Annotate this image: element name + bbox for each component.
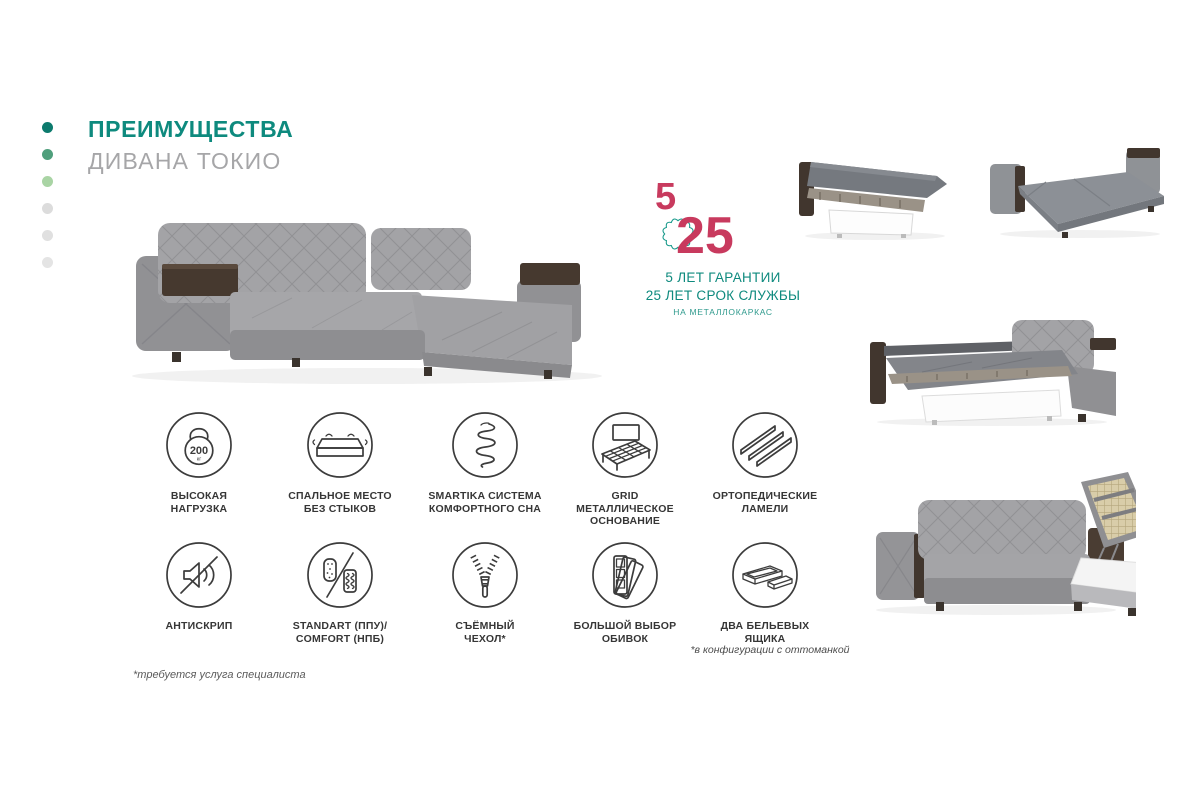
photo-corner-unfolding — [862, 316, 1117, 428]
kettlebell-icon — [164, 410, 234, 480]
feature-label: ОРТОПЕДИЧЕСКИЕ ЛАМЕЛИ — [712, 490, 818, 515]
service-years: 25 — [676, 207, 734, 265]
kettlebell-weight-value: 200 — [189, 445, 209, 457]
feature-label: SMARTIKA СИСТЕМА КОМФОРТНОГО СНА — [428, 490, 542, 515]
page-header — [88, 116, 293, 175]
warranty-captions — [628, 270, 818, 317]
feature-smartika — [410, 410, 560, 515]
metal-base-icon — [590, 410, 660, 480]
kettlebell-weight-unit: кг — [196, 456, 202, 463]
decor-dot-3 — [42, 176, 53, 187]
foam-types-icon — [305, 540, 375, 610]
footnote-specialist: *требуется услуга специалиста — [133, 669, 306, 681]
feature-label: GRID МЕТАЛЛИЧЕСКОЕ ОСНОВАНИЕ — [576, 490, 674, 527]
feature-upholstery-choice — [550, 540, 700, 645]
upholstery-icon — [590, 540, 660, 610]
photo-main-sofa — [112, 200, 617, 390]
feature-label: СЪЁМНЫЙ ЧЕХОЛ* — [455, 620, 515, 645]
no-squeak-icon — [164, 540, 234, 610]
feature-foam-types — [265, 540, 415, 645]
mattress-icon — [305, 410, 375, 480]
warranty-caption-2: 25 ЛЕТ СРОК СЛУЖБЫ — [645, 288, 801, 303]
spring-icon — [450, 410, 520, 480]
storage-boxes-icon — [730, 540, 800, 610]
feature-label: STANDART (ППУ)/ COMFORT (НПБ) — [292, 620, 388, 645]
feature-high-load — [124, 410, 274, 515]
page-subtitle: ДИВАНА ТОКИО — [88, 148, 282, 174]
decor-dot-6 — [42, 257, 53, 268]
photo-sofa-unfolding — [795, 146, 955, 242]
page-title: ПРЕИМУЩЕСТВА — [88, 116, 294, 142]
feature-metal-base — [550, 410, 700, 528]
feature-seamless-bed — [265, 410, 415, 515]
photo-sofa-bed — [988, 144, 1166, 240]
feature-label: ДВА БЕЛЬЕВЫХ ЯЩИКА — [720, 620, 810, 645]
warranty-years: 5 — [655, 176, 677, 218]
decor-dot-2 — [42, 149, 53, 160]
photo-corner-storage-open — [866, 470, 1136, 620]
feature-removable-cover — [410, 540, 560, 645]
decor-dot-1 — [42, 122, 53, 133]
feature-label: ВЫСОКАЯ НАГРУЗКА — [170, 490, 228, 515]
decor-dot-column — [42, 122, 53, 284]
decor-dot-4 — [42, 203, 53, 214]
warranty-caption-1: 5 ЛЕТ ГАРАНТИИ — [665, 270, 781, 285]
decor-dot-5 — [42, 230, 53, 241]
feature-ortho-slats — [690, 410, 840, 515]
feature-label: СПАЛЬНОЕ МЕСТО БЕЗ СТЫКОВ — [288, 490, 392, 515]
slats-icon — [730, 410, 800, 480]
warranty-caption-3: НА МЕТАЛЛОКАРКАС — [673, 307, 773, 317]
feature-label: АНТИСКРИП — [165, 620, 233, 632]
feature-label: БОЛЬШОЙ ВЫБОР ОБИВОК — [573, 620, 677, 645]
zipper-icon — [450, 540, 520, 610]
footnote-ottoman: *в конфигурации с оттоманкой — [690, 644, 850, 656]
feature-storage-boxes — [690, 540, 840, 645]
feature-no-squeak — [124, 540, 274, 633]
